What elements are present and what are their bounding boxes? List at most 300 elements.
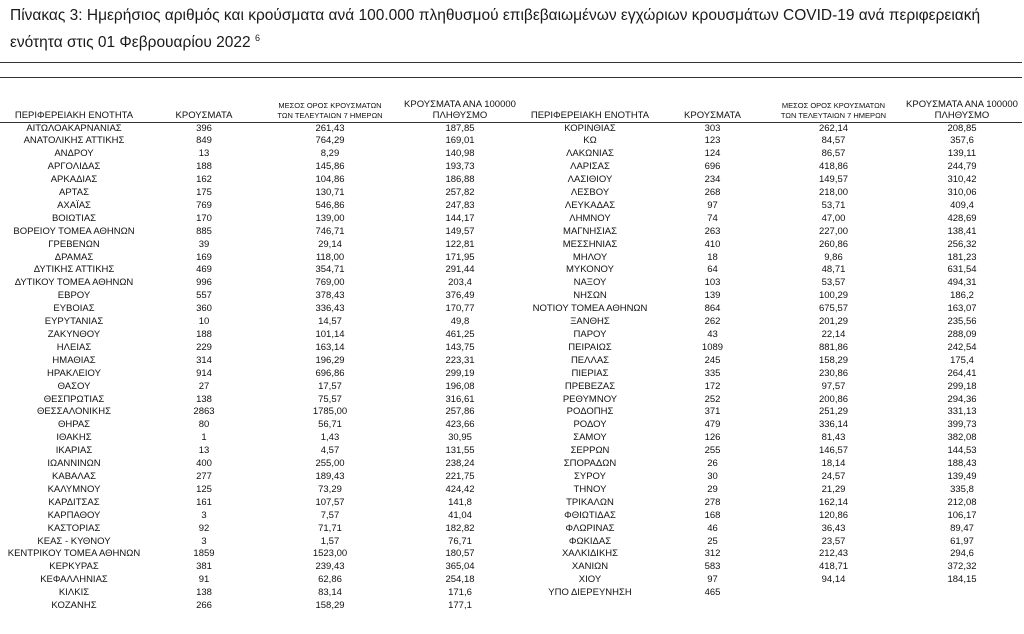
- right-avg7-cell: 9,86: [824, 251, 843, 263]
- left-region-cell: ΑΡΓΟΛΙΔΑΣ: [47, 161, 101, 173]
- left-avg7-cell: 1523,00: [312, 548, 348, 560]
- right-per100k-cell: 61,97: [950, 535, 974, 547]
- right-cases-cell: 371: [704, 406, 721, 418]
- left-cases-cell: 92: [198, 522, 210, 534]
- right-avg7-cell: [765, 587, 902, 600]
- left-cases-cell: 39: [198, 238, 210, 250]
- right-cases-cell: 18: [707, 251, 718, 263]
- left-per100k-cell: 424,42: [445, 483, 475, 495]
- table-row: [0, 471, 1022, 484]
- table-row: [0, 394, 1022, 407]
- left-per100k-cell: 143,75: [445, 341, 475, 353]
- left-per100k-cell: 238,24: [445, 458, 475, 470]
- right-cases-cell: 30: [707, 470, 718, 482]
- table-row: [0, 600, 1022, 613]
- left-per100k-cell: 187,85: [445, 122, 475, 134]
- right-region-cell: ΠΕΙΡΑΙΩΣ: [568, 341, 612, 353]
- caption-footnote: 6: [254, 33, 260, 43]
- right-avg7-cell: 81,43: [821, 432, 846, 444]
- table-row: [0, 548, 1022, 561]
- left-per100k-cell: 76,71: [448, 535, 472, 547]
- table-row: [0, 252, 1022, 265]
- right-region-cell: ΣΠΟΡΑΔΩΝ: [563, 458, 617, 470]
- left-per100k-cell: 257,82: [445, 187, 475, 199]
- right-per100k-cell: [902, 587, 1022, 600]
- table-caption: [10, 4, 1020, 54]
- table-row: [0, 239, 1022, 252]
- left-cases-cell: 125: [196, 483, 212, 495]
- left-avg7-cell: 239,43: [315, 561, 345, 573]
- right-avg7-cell: 881,86: [818, 341, 849, 353]
- left-cases-cell: 3: [201, 509, 207, 521]
- left-avg7-cell: 83,14: [318, 587, 342, 599]
- left-region-cell: ΒΟΡΕΙΟΥ ΤΟΜΕΑ ΑΘΗΝΩΝ: [13, 225, 135, 237]
- right-per100k-cell: 409,4: [950, 199, 974, 211]
- right-avg7-cell: 94,14: [821, 574, 846, 586]
- left-cases-cell: 849: [196, 135, 212, 147]
- left-avg7-cell: 56,71: [318, 419, 342, 431]
- left-cases-cell: 3: [201, 535, 207, 547]
- left-cases-cell: 557: [196, 290, 212, 302]
- header-per100k-right: ΚΡΟΥΣΜΑΤΑ ΑΝΑ 100000 ΠΛΗΘΥΣΜΟ: [902, 97, 1022, 122]
- left-avg7-cell: 139,00: [315, 212, 345, 224]
- right-region-cell: ΦΩΚΙΔΑΣ: [568, 535, 612, 547]
- right-cases-cell: 465: [704, 587, 721, 599]
- right-region-cell: ΛΑΚΩΝΙΑΣ: [566, 148, 614, 160]
- left-avg7-cell: 8,29: [320, 148, 340, 160]
- table-row: [0, 458, 1022, 471]
- left-avg7-cell: 73,29: [318, 483, 342, 495]
- left-region-cell: ΙΚΑΡΙΑΣ: [55, 445, 93, 457]
- left-region-cell: ΚΕΡΚΥΡΑΣ: [49, 561, 99, 573]
- right-per100k-cell: 186,2: [950, 290, 974, 302]
- right-per100k-cell: 399,73: [947, 419, 977, 431]
- left-per100k-cell: 221,75: [445, 470, 475, 482]
- left-region-cell: ΔΥΤΙΚΗΣ ΑΤΤΙΚΗΣ: [33, 264, 115, 276]
- left-region-cell: ΘΕΣΣΑΛΟΝΙΚΗΣ: [37, 406, 111, 418]
- right-cases-cell: 46: [707, 522, 718, 534]
- table-row: [0, 432, 1022, 445]
- left-per100k-cell: 423,66: [445, 419, 475, 431]
- right-region-cell: ΣΥΡΟΥ: [574, 470, 606, 482]
- left-per100k-cell: 177,1: [448, 600, 472, 612]
- right-cases-cell: 123: [704, 135, 721, 147]
- left-region-cell: ΚΑΒΑΛΑΣ: [52, 470, 96, 482]
- left-avg7-cell: 1785,00: [312, 406, 348, 418]
- right-cases-cell: 864: [704, 303, 721, 315]
- left-avg7-cell: 696,86: [315, 367, 345, 379]
- right-cases-cell: 263: [704, 225, 721, 237]
- left-per100k-cell: 254,18: [445, 574, 475, 586]
- left-region-cell: ΘΑΣΟΥ: [57, 380, 91, 392]
- left-region-cell: ΔΡΑΜΑΣ: [54, 251, 94, 263]
- right-per100k-cell: 294,6: [950, 548, 974, 560]
- left-avg7-cell: 196,29: [315, 354, 345, 366]
- right-region-cell: ΧΙΟΥ: [578, 574, 602, 586]
- left-avg7-cell: 29,14: [318, 238, 342, 250]
- table-row: [0, 368, 1022, 381]
- left-region-cell: ΕΥΒΟΙΑΣ: [53, 303, 95, 315]
- table-row: [0, 290, 1022, 303]
- right-per100k-cell: 310,06: [947, 187, 977, 199]
- left-region-cell: ΚΙΛΚΙΣ: [58, 587, 90, 599]
- left-cases-cell: 277: [196, 470, 212, 482]
- caption-line-1: Πίνακας 3: Ημερήσιος αριθμός και κρούσματα ανά 100.000 πληθυσμού επιβεβαιωμένων εγχώριων κρουσμάτων COVID-19 ανά περιφερειακή: [10, 7, 981, 24]
- left-region-cell: ΚΑΛΥΜΝΟΥ: [47, 483, 101, 495]
- table-row: [0, 161, 1022, 174]
- right-region-cell: ΦΛΩΡΙΝΑΣ: [565, 522, 615, 534]
- left-avg7-cell: 62,86: [318, 574, 342, 586]
- right-avg7-cell: 47,00: [821, 212, 846, 224]
- left-region-cell: ΕΥΡΥΤΑΝΙΑΣ: [44, 316, 104, 328]
- left-region-cell: ΑΝΔΡΟΥ: [54, 148, 94, 160]
- right-per100k-cell: 428,69: [947, 212, 977, 224]
- right-cases-cell: 139: [704, 290, 721, 302]
- left-cases-cell: 188: [196, 161, 212, 173]
- left-avg7-cell: 378,43: [315, 290, 345, 302]
- table-row: [0, 381, 1022, 394]
- left-avg7-cell: 354,71: [315, 264, 345, 276]
- right-per100k-cell: 181,23: [947, 251, 977, 263]
- left-per100k-cell: 140,98: [445, 148, 475, 160]
- left-per100k-cell: 182,82: [445, 522, 475, 534]
- left-per100k-cell: 169,01: [445, 135, 475, 147]
- right-region-cell: ΛΗΜΝΟΥ: [569, 212, 611, 224]
- right-per100k-cell: 89,47: [950, 522, 974, 534]
- left-avg7-cell: 1,57: [320, 535, 340, 547]
- right-region-cell: ΞΑΝΘΗΣ: [570, 316, 610, 328]
- right-per100k-cell: 139,11: [947, 148, 977, 160]
- right-per100k-cell: 357,6: [950, 135, 974, 147]
- left-per100k-cell: 291,44: [445, 264, 475, 276]
- left-per100k-cell: 299,19: [445, 367, 475, 379]
- left-cases-cell: 188: [196, 329, 212, 340]
- right-per100k-cell: 382,08: [947, 432, 977, 444]
- right-per100k-cell: 208,85: [947, 122, 977, 134]
- left-region-cell: ΒΟΙΩΤΙΑΣ: [51, 212, 97, 224]
- right-cases-cell: 97: [707, 574, 718, 586]
- right-avg7-cell: 84,57: [821, 135, 846, 147]
- left-cases-cell: 381: [196, 561, 212, 573]
- right-avg7-cell: 48,71: [821, 264, 846, 276]
- left-region-cell: ΑΙΤΩΛΟΑΚΑΡΝΑΝΙΑΣ: [26, 122, 122, 134]
- table-row: [0, 510, 1022, 523]
- left-cases-cell: 360: [196, 303, 212, 315]
- table-row: [0, 187, 1022, 200]
- left-avg7-cell: 145,86: [315, 161, 345, 173]
- right-per100k-cell: 212,08: [947, 496, 977, 508]
- left-cases-cell: 138: [196, 393, 212, 405]
- right-per100k-cell: 175,4: [950, 354, 974, 366]
- left-cases-cell: 13: [198, 148, 210, 160]
- right-avg7-cell: 53,71: [821, 199, 846, 211]
- table-row: [0, 445, 1022, 458]
- right-cases-cell: 583: [704, 561, 721, 573]
- right-per100k-cell: 299,18: [947, 380, 977, 392]
- table-row: [0, 200, 1022, 213]
- left-avg7-cell: 130,71: [315, 187, 345, 199]
- left-region-cell: ΑΡΚΑΔΙΑΣ: [50, 174, 98, 186]
- left-avg7-cell: 104,86: [315, 174, 345, 186]
- right-avg7-cell: 218,00: [818, 187, 849, 199]
- table-row: [0, 484, 1022, 497]
- left-avg7-cell: 261,43: [315, 122, 345, 134]
- left-cases-cell: 469: [196, 264, 212, 276]
- right-region-cell: ΜΥΚΟΝΟΥ: [566, 264, 614, 276]
- left-cases-cell: 27: [198, 380, 210, 392]
- right-cases-cell: 245: [704, 354, 721, 366]
- right-region-cell: ΠΕΛΛΑΣ: [570, 354, 610, 366]
- left-per100k-cell: 316,61: [445, 393, 475, 405]
- left-cases-cell: 266: [196, 600, 212, 612]
- left-per100k-cell: 170,77: [445, 303, 475, 315]
- left-per100k-cell: 257,86: [445, 406, 475, 418]
- right-cases-cell: 124: [704, 148, 721, 160]
- left-region-cell: ΗΜΑΘΙΑΣ: [52, 354, 96, 366]
- left-per100k-cell: 193,73: [445, 161, 475, 173]
- right-per100k-cell: 631,54: [947, 264, 977, 276]
- left-cases-cell: 138: [196, 587, 212, 599]
- right-region-cell: ΠΑΡΟΥ: [573, 329, 607, 340]
- left-cases-cell: 314: [196, 354, 212, 366]
- left-region-cell: ΙΘΑΚΗΣ: [56, 432, 92, 444]
- left-region-cell: ΚΑΡΔΙΤΣΑΣ: [48, 496, 100, 508]
- left-avg7-cell: 118,00: [315, 251, 345, 263]
- left-cases-cell: 10: [198, 316, 210, 328]
- right-per100k-cell: 138,41: [947, 225, 977, 237]
- right-cases-cell: 255: [704, 445, 721, 457]
- table-row: [0, 574, 1022, 587]
- table-row: [0, 316, 1022, 329]
- right-region-cell: ΛΑΣΙΘΙΟΥ: [567, 174, 613, 186]
- right-cases-cell: 25: [707, 535, 718, 547]
- left-region-cell: ΚΕΑΣ - ΚΥΘΝΟΥ: [37, 535, 111, 547]
- caption-line-2: ενότητα στις 01 Φεβρουαρίου 2022: [10, 34, 251, 52]
- left-avg7-cell: 101,14: [315, 329, 345, 340]
- table-row: [0, 497, 1022, 510]
- left-region-cell: ΚΕΦΑΛΛΗΝΙΑΣ: [40, 574, 108, 586]
- left-region-cell: ΚΕΝΤΡΙΚΟΥ ΤΟΜΕΑ ΑΘΗΝΩΝ: [7, 548, 141, 560]
- right-avg7-cell: 201,29: [818, 316, 849, 328]
- right-cases-cell: 43: [707, 329, 718, 340]
- left-per100k-cell: 49,8: [450, 316, 470, 328]
- header-region-left: ΠΕΡΙΦΕΡΕΙΑΚΗ ΕΝΟΤΗΤΑ: [0, 97, 148, 122]
- right-avg7-cell: 21,29: [821, 483, 846, 495]
- right-region-cell: ΧΑΝΙΩΝ: [571, 561, 609, 573]
- table-row: [0, 226, 1022, 239]
- left-avg7-cell: 769,00: [315, 277, 345, 289]
- left-cases-cell: 229: [196, 341, 212, 353]
- left-region-cell: ΑΡΤΑΣ: [59, 187, 89, 199]
- left-per100k-cell: 141,8: [448, 496, 472, 508]
- right-avg7-cell: 149,57: [818, 174, 849, 186]
- left-avg7-cell: 158,29: [315, 600, 345, 612]
- right-cases-cell: 479: [704, 419, 721, 431]
- left-per100k-cell: 186,88: [445, 174, 475, 186]
- right-region-cell: ΚΩ: [583, 135, 597, 147]
- right-cases-cell: 303: [704, 122, 721, 134]
- right-avg7-cell: 251,29: [818, 406, 849, 418]
- right-per100k-cell: 310,42: [947, 174, 977, 186]
- right-cases-cell: 74: [707, 212, 718, 224]
- right-per100k-cell: 184,15: [947, 574, 977, 586]
- header-cases-left: ΚΡΟΥΣΜΑΤΑ: [148, 97, 260, 122]
- table-header-row: [0, 97, 1022, 122]
- left-cases-cell: 396: [196, 122, 212, 134]
- right-region-cell: [520, 600, 660, 613]
- left-cases-cell: 769: [196, 199, 212, 211]
- left-region-cell: ΙΩΑΝΝΙΝΩΝ: [47, 458, 101, 470]
- right-avg7-cell: 230,86: [818, 367, 849, 379]
- right-cases-cell: 26: [707, 458, 718, 470]
- left-cases-cell: 169: [196, 251, 212, 263]
- left-cases-cell: 914: [196, 367, 212, 379]
- right-region-cell: ΝΗΣΩΝ: [573, 290, 607, 302]
- left-per100k-cell: 461,25: [445, 329, 475, 340]
- table-row: [0, 587, 1022, 600]
- right-per100k-cell: 331,13: [947, 406, 977, 418]
- right-per100k-cell: 256,32: [947, 238, 977, 250]
- left-per100k-cell: 131,55: [445, 445, 475, 457]
- right-per100k-cell: 294,36: [947, 393, 977, 405]
- left-cases-cell: 170: [196, 212, 212, 224]
- left-per100k-cell: 30,95: [448, 432, 472, 444]
- right-region-cell: ΧΑΛΚΙΔΙΚΗΣ: [561, 548, 619, 560]
- right-per100k-cell: 372,32: [947, 561, 977, 573]
- right-per100k-cell: 163,07: [947, 303, 977, 315]
- right-region-cell: ΡΟΔΟΥ: [573, 419, 607, 431]
- left-per100k-cell: 144,17: [445, 212, 475, 224]
- left-region-cell: ΚΑΣΤΟΡΙΑΣ: [47, 522, 101, 534]
- right-region-cell: ΦΘΙΩΤΙΔΑΣ: [564, 509, 616, 521]
- second-divider: [0, 77, 1022, 78]
- right-region-cell: ΜΗΛΟΥ: [572, 251, 608, 263]
- right-cases-cell: [660, 600, 765, 613]
- table-row: [0, 329, 1022, 342]
- header-avg-left: ΜΕΣΟΣ ΟΡΟΣ ΚΡΟΥΣΜΑΤΩΝ ΤΩΝ ΤΕΛΕΥΤΑΙΩΝ 7 ΗΜΕΡΩΝ: [260, 97, 400, 122]
- right-per100k-cell: 244,79: [947, 161, 977, 173]
- right-per100k-cell: 494,31: [947, 277, 977, 289]
- table-row: [0, 342, 1022, 355]
- left-avg7-cell: 7,57: [320, 509, 340, 521]
- table-body: [0, 122, 1022, 613]
- right-region-cell: ΛΑΡΙΣΑΣ: [570, 161, 610, 173]
- left-cases-cell: 2863: [193, 406, 215, 418]
- right-avg7-cell: 162,14: [818, 496, 849, 508]
- right-cases-cell: 103: [704, 277, 721, 289]
- left-avg7-cell: 189,43: [315, 470, 345, 482]
- left-avg7-cell: 546,86: [315, 199, 345, 211]
- right-avg7-cell: 227,00: [818, 225, 849, 237]
- left-cases-cell: 885: [196, 225, 212, 237]
- right-cases-cell: 312: [704, 548, 721, 560]
- left-cases-cell: 162: [196, 174, 212, 186]
- right-region-cell: ΜΑΓΝΗΣΙΑΣ: [563, 225, 617, 237]
- table-row: [0, 174, 1022, 187]
- right-avg7-cell: 22,14: [821, 329, 846, 340]
- left-avg7-cell: 107,57: [315, 496, 345, 508]
- left-avg7-cell: 163,14: [315, 341, 345, 353]
- left-per100k-cell: 196,08: [445, 380, 475, 392]
- left-region-cell: ΚΟΖΑΝΗΣ: [51, 600, 97, 612]
- table-row: [0, 122, 1022, 135]
- left-avg7-cell: 336,43: [315, 303, 345, 315]
- right-cases-cell: 1089: [701, 341, 724, 353]
- right-cases-cell: 234: [704, 174, 721, 186]
- right-region-cell: ΣΕΡΡΩΝ: [570, 445, 610, 457]
- left-cases-cell: 175: [196, 187, 212, 199]
- right-per100k-cell: 188,43: [947, 458, 977, 470]
- left-region-cell: ΖΑΚΥΝΘΟΥ: [47, 329, 101, 340]
- right-region-cell: ΤΗΝΟΥ: [573, 483, 607, 495]
- header-per100k-left: ΚΡΟΥΣΜΑΤΑ ΑΝΑ 100000 ΠΛΗΘΥΣΜΟ: [400, 97, 520, 122]
- left-per100k-cell: 41,04: [448, 509, 472, 521]
- right-region-cell: ΚΟΡΙΝΘΙΑΣ: [564, 122, 616, 134]
- left-per100k-cell: 180,57: [445, 548, 475, 560]
- right-avg7-cell: 212,43: [818, 548, 849, 560]
- right-region-cell: ΠΙΕΡΙΑΣ: [571, 367, 609, 379]
- right-avg7-cell: 36,43: [821, 522, 846, 534]
- left-region-cell: ΚΑΡΠΑΘΟΥ: [47, 509, 101, 521]
- header-cases-right: ΚΡΟΥΣΜΑΤΑ: [660, 97, 765, 122]
- left-region-cell: ΕΒΡΟΥ: [57, 290, 91, 302]
- right-avg7-cell: 53,57: [821, 277, 846, 289]
- left-per100k-cell: 247,83: [445, 199, 475, 211]
- right-per100k-cell: 288,09: [947, 329, 977, 340]
- top-divider: [0, 62, 1022, 63]
- right-region-cell: ΡΕΘΥΜΝΟΥ: [562, 393, 618, 405]
- left-cases-cell: 400: [196, 458, 212, 470]
- right-per100k-cell: 235,56: [947, 316, 977, 328]
- right-cases-cell: 696: [704, 161, 721, 173]
- right-region-cell: ΣΑΜΟΥ: [573, 432, 607, 444]
- left-avg7-cell: 1,43: [320, 432, 340, 444]
- right-cases-cell: 268: [704, 187, 721, 199]
- table-row: [0, 419, 1022, 432]
- left-region-cell: ΑΧΑΪΑΣ: [57, 199, 91, 211]
- left-region-cell: ΔΥΤΙΚΟΥ ΤΟΜΕΑ ΑΘΗΝΩΝ: [14, 277, 134, 289]
- left-cases-cell: 996: [196, 277, 212, 289]
- right-region-cell: ΜΕΣΣΗΝΙΑΣ: [562, 238, 618, 250]
- table-row: [0, 303, 1022, 316]
- left-region-cell: ΗΛΕΙΑΣ: [56, 341, 92, 353]
- left-per100k-cell: 223,31: [445, 354, 475, 366]
- right-avg7-cell: 418,71: [818, 561, 849, 573]
- table-row: [0, 135, 1022, 148]
- table-row: [0, 561, 1022, 574]
- right-avg7-cell: 262,14: [818, 122, 849, 134]
- right-cases-cell: 29: [707, 483, 718, 495]
- right-cases-cell: 97: [707, 199, 718, 211]
- right-avg7-cell: 418,86: [818, 161, 849, 173]
- right-region-cell: ΤΡΙΚΑΛΩΝ: [566, 496, 614, 508]
- table-row: [0, 264, 1022, 277]
- right-cases-cell: 126: [704, 432, 721, 444]
- left-cases-cell: 1859: [193, 548, 215, 560]
- left-cases-cell: 1: [201, 432, 207, 444]
- left-region-cell: ΓΡΕΒΕΝΩΝ: [48, 238, 100, 250]
- left-region-cell: ΑΝΑΤΟΛΙΚΗΣ ΑΤΤΙΚΗΣ: [23, 135, 125, 147]
- left-per100k-cell: 203,4: [448, 277, 472, 289]
- right-region-cell: ΛΕΥΚΑΔΑΣ: [564, 199, 616, 211]
- right-avg7-cell: 23,57: [821, 535, 846, 547]
- table-row: [0, 523, 1022, 536]
- right-cases-cell: 172: [704, 380, 721, 392]
- right-avg7-cell: 24,57: [821, 470, 846, 482]
- left-per100k-cell: 376,49: [445, 290, 475, 302]
- right-region-cell: ΡΟΔΟΠΗΣ: [566, 406, 614, 418]
- left-region-cell: ΘΗΡΑΣ: [57, 419, 91, 431]
